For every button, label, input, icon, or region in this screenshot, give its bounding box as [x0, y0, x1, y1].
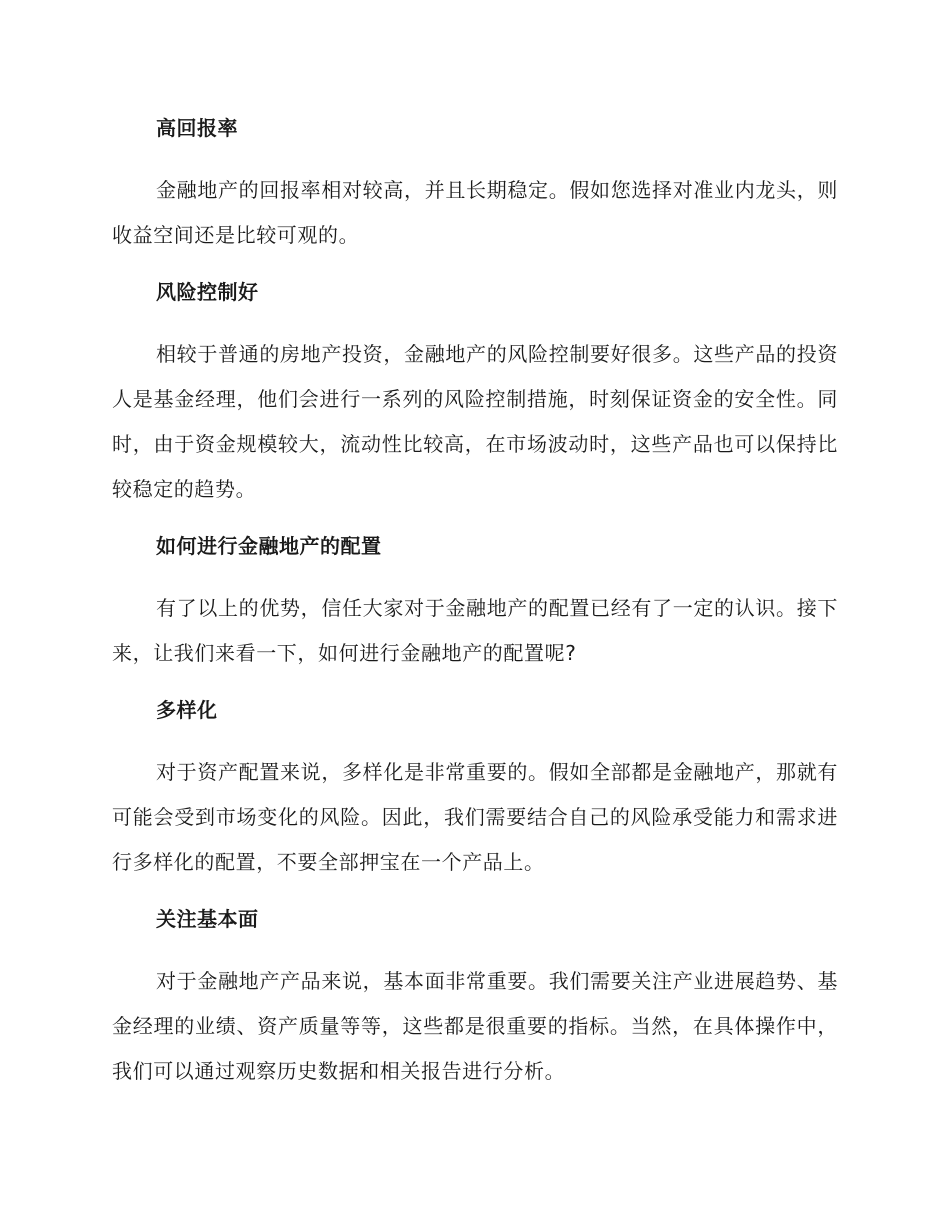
section-fundamentals [112, 903, 838, 1094]
section-high-return [112, 112, 838, 258]
section-paragraph: 对于金融地产产品来说，基本面非常重要。我们需要关注产业进展趋势、基金经理的业绩、资产质量等等，这些都是很重要的指标。当然，在具体操作中，我们可以通过观察历史数据和相关报告进行分析。 [112, 969, 838, 1083]
section-risk-control [112, 276, 838, 512]
section-allocation [112, 530, 838, 676]
section-paragraph: 金融地产的回报率相对较高，并且长期稳定。假如您选择对准业内龙头，则收益空间还是比较可观的。 [112, 178, 838, 247]
section-heading: 如何进行金融地产的配置 [156, 534, 382, 558]
section-heading: 多样化 [156, 698, 218, 722]
section-paragraph: 对于资产配置来说，多样化是非常重要的。假如全部都是金融地产，那就有可能会受到市场变化的风险。因此，我们需要结合自己的风险承受能力和需求进行多样化的配置，不要全部押宝在一个产品上。 [112, 760, 838, 874]
section-paragraph: 有了以上的优势，信任大家对于金融地产的配置已经有了一定的认识。接下来，让我们来看一下，如何进行金融地产的配置呢? [112, 596, 838, 665]
section-heading: 高回报率 [156, 116, 238, 140]
section-heading: 关注基本面 [156, 907, 259, 931]
section-diversification [112, 694, 838, 885]
section-paragraph: 相较于普通的房地产投资，金融地产的风险控制要好很多。这些产品的投资人是基金经理，他们会进行一系列的风险控制措施，时刻保证资金的安全性。同时，由于资金规模较大，流动性比较高，在市场波动时，这些产品也可以保持比较稳定的趋势。 [112, 342, 838, 501]
section-heading: 风险控制好 [156, 280, 259, 304]
